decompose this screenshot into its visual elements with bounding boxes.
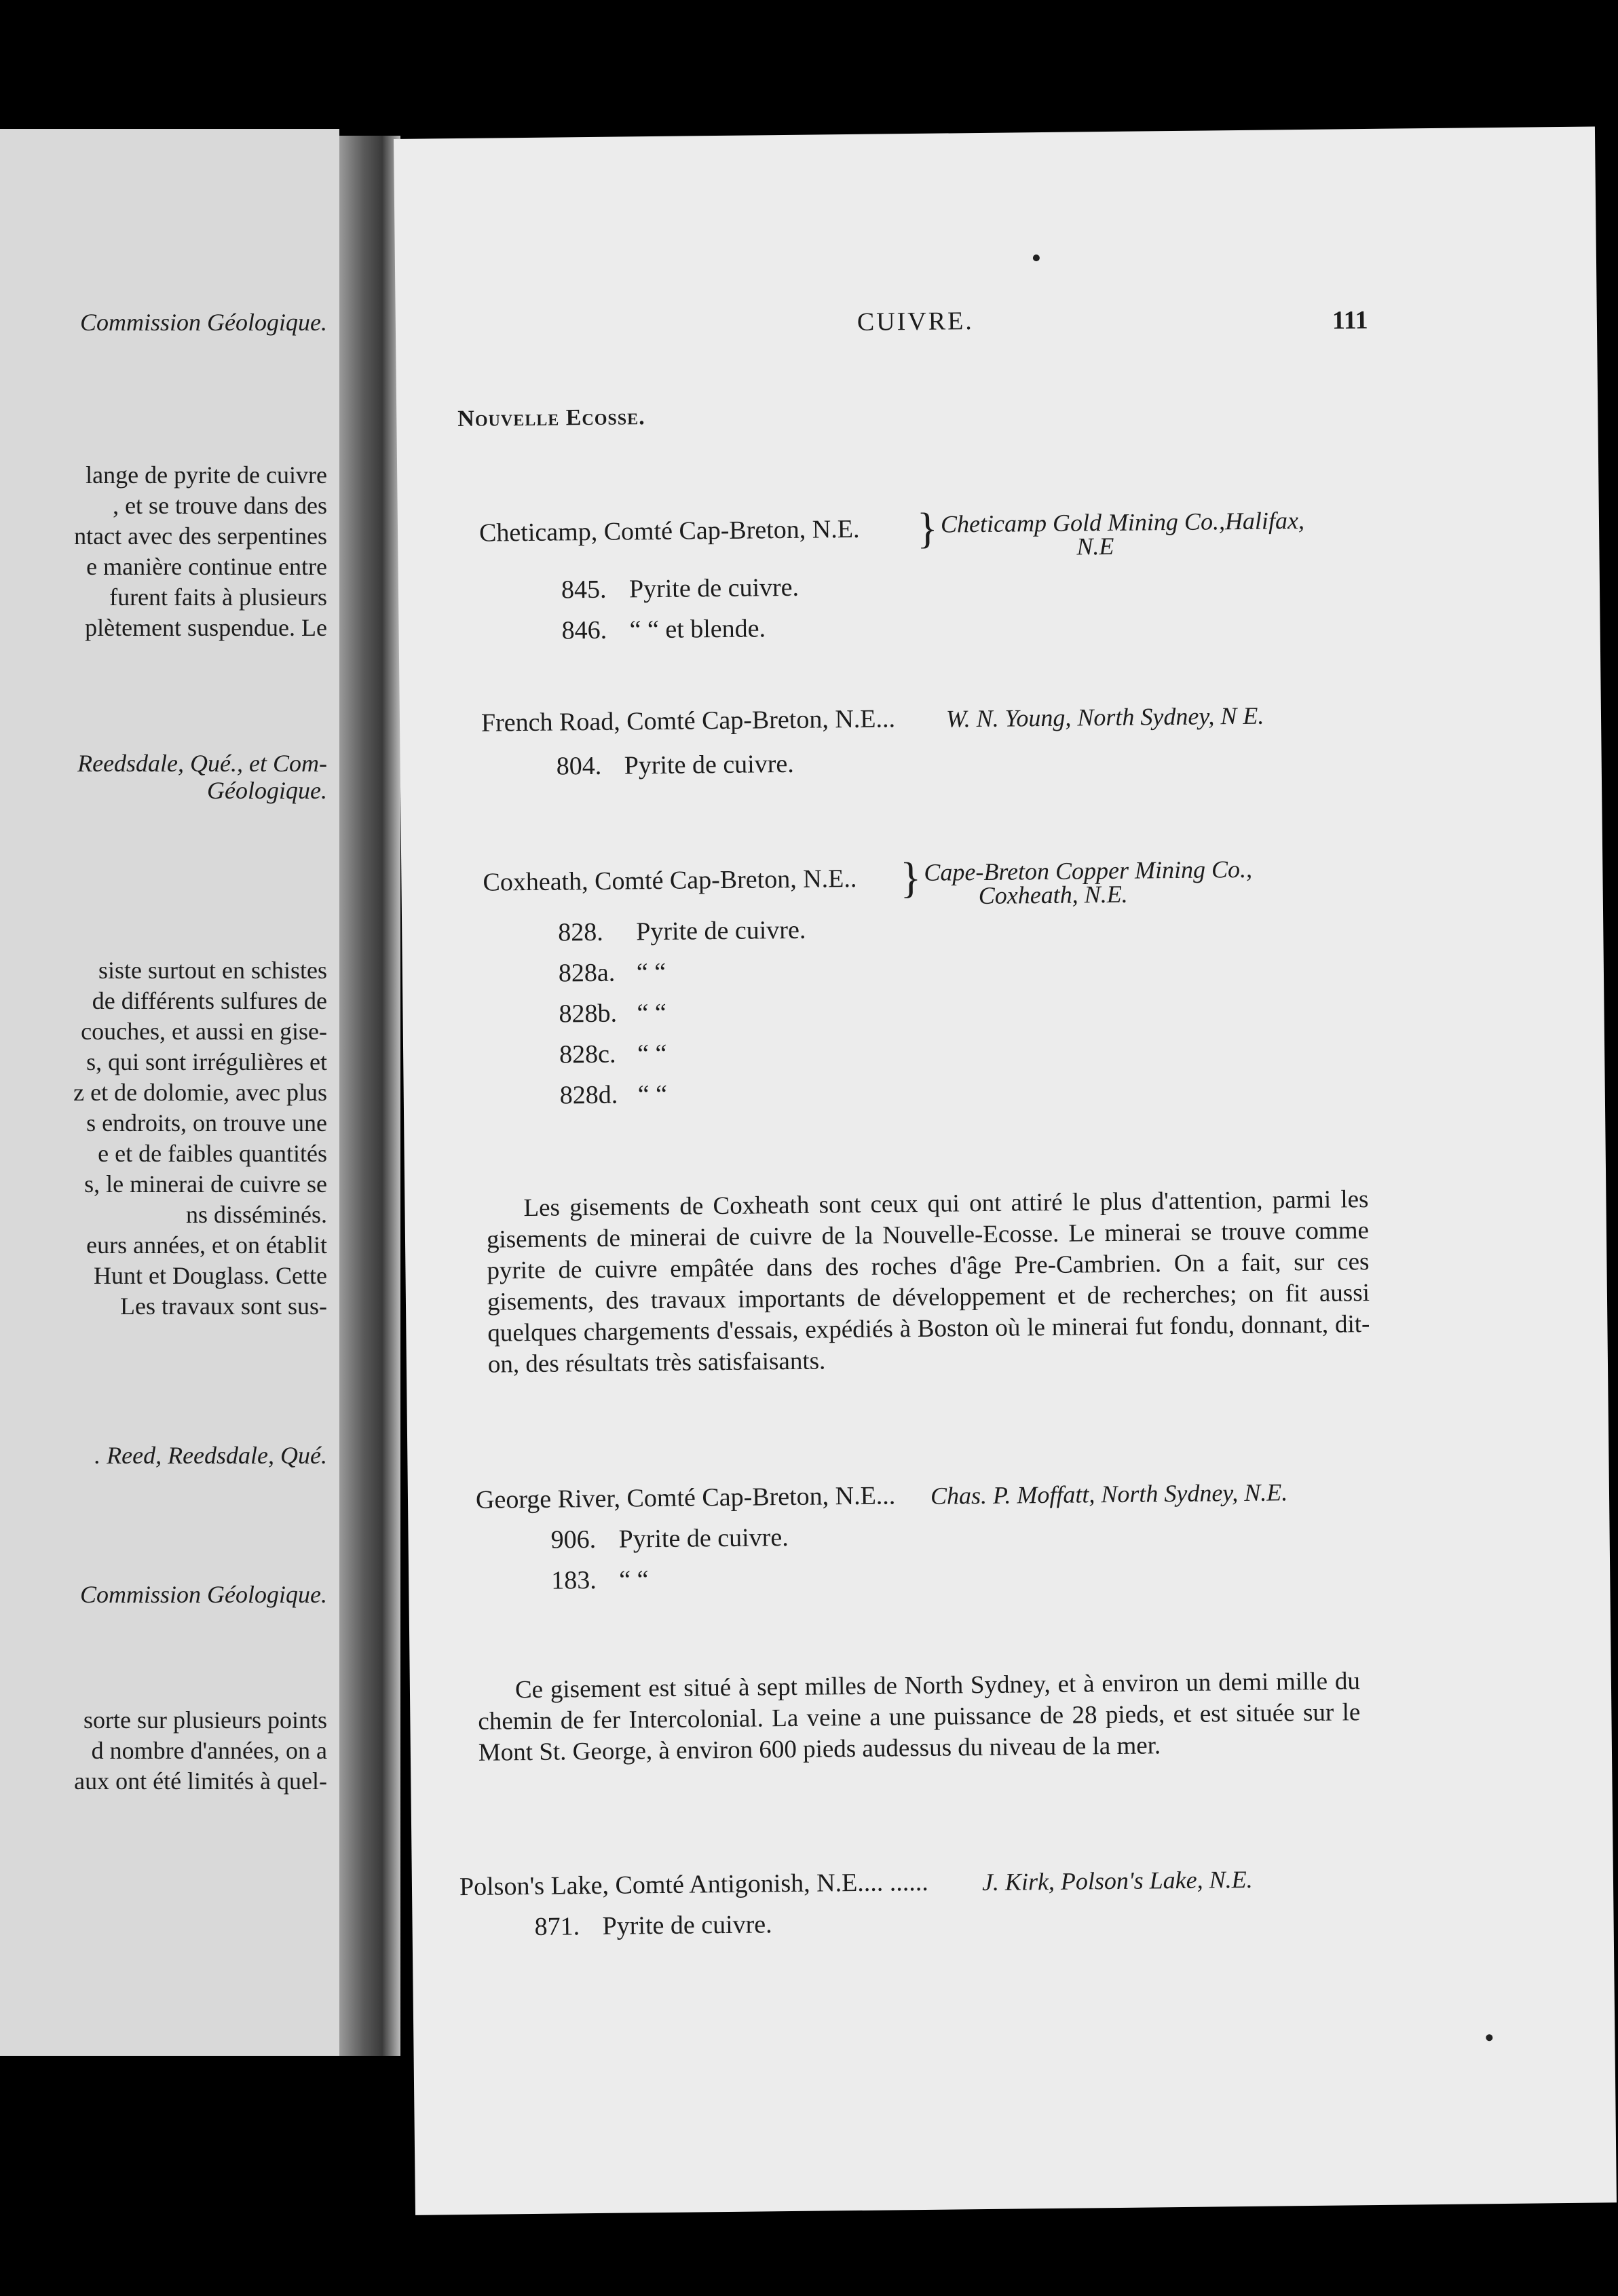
left-page-line: e manière continue entre	[86, 553, 327, 580]
entry-location: Coxheath, Comté Cap-Breton, N.E..	[483, 864, 857, 897]
left-page-line: lange de pyrite de cuivre	[86, 461, 327, 489]
entry-location: Cheticamp, Comté Cap-Breton, N.E.	[478, 514, 860, 548]
item-text: Pyrite de cuivre.	[624, 749, 794, 780]
entry-source: W. N. Young, North Sydney, N E.	[945, 702, 1264, 733]
entry-location: Polson's Lake, Comté Antigonish, N.E.... ......	[459, 1867, 929, 1902]
coxheath-paragraph: Les gisements de Coxheath sont ceux qui ont attiré le plus d'attention, parmi les gisements de minerai de cuivre de la Nouvelle-Ecosse. Le minerai se trouve comme pyrite de cuivre empâtée dans des roches d'âge Pre-Cambrien. On a fait, sur ces gisements, des travaux importants de développement et de recherches; on fit aussi quelques chargements d'essais, expédiés à Boston où le minerai fut fondu, donnant, dit-on, des résultats très satisfaisants.	[486, 1185, 1370, 1379]
entry-source: Chas. P. Moffatt, North Sydney, N.E.	[930, 1478, 1288, 1510]
entry-source-line2: N.E	[1076, 532, 1114, 560]
item-text: “ “	[637, 998, 666, 1028]
item-text: “ “	[636, 957, 666, 987]
entry-source: Cheticamp Gold Mining Co.,Halifax,	[940, 506, 1305, 538]
item-number: 828.	[558, 917, 603, 947]
section-title: Nouvelle Ecosse.	[457, 404, 645, 432]
item-text: “ “	[637, 1039, 667, 1069]
item-number: 828a.	[558, 958, 616, 988]
item-number: 183.	[551, 1565, 597, 1595]
left-page-line: eurs années, et on établit	[86, 1231, 327, 1259]
left-page-line: . Reed, Reedsdale, Qué.	[94, 1442, 327, 1469]
speck	[1486, 2034, 1492, 2041]
left-page-line: sorte sur plusieurs points	[83, 1706, 327, 1734]
entry-source-line2: Coxheath, N.E.	[978, 880, 1128, 910]
left-page-line: Commission Géologique.	[80, 309, 327, 336]
left-page-line: plètement suspendue. Le	[85, 614, 327, 641]
left-facing-page	[0, 129, 339, 2056]
page-number: 111	[1332, 305, 1368, 335]
left-page-line: s endroits, on trouve une	[86, 1109, 327, 1136]
item-number: 871.	[534, 1912, 580, 1941]
left-page-line: furent faits à plusieurs	[109, 583, 327, 611]
entry-location: French Road, Comté Cap-Breton, N.E...	[481, 704, 896, 738]
item-text: Pyrite de cuivre.	[618, 1523, 789, 1554]
item-text: Pyrite de cuivre.	[628, 573, 799, 604]
item-text: “ “	[637, 1079, 668, 1109]
item-text: “ “	[619, 1565, 649, 1594]
entry-source: Cape-Breton Copper Mining Co.,	[924, 855, 1253, 886]
left-page-line: e et de faibles quantités	[98, 1140, 327, 1167]
item-number: 828b.	[559, 999, 618, 1029]
left-page-line: Hunt et Douglass. Cette	[94, 1262, 327, 1289]
entry-location: George River, Comté Cap-Breton, N.E...	[475, 1481, 896, 1514]
item-number: 828d.	[559, 1080, 618, 1110]
right-page	[394, 126, 1617, 2215]
entry-source: J. Kirk, Polson's Lake, N.E.	[981, 1865, 1253, 1896]
left-page-line: Les travaux sont sus-	[120, 1293, 327, 1320]
left-page-line: Reedsdale, Qué., et Com-	[77, 750, 327, 777]
item-text: “ “ et blende.	[629, 614, 766, 645]
left-page-line: z et de dolomie, avec plus	[73, 1079, 327, 1106]
item-number: 828c.	[559, 1039, 616, 1069]
item-number: 804.	[556, 751, 602, 781]
left-page-line: Commission Géologique.	[80, 1581, 327, 1608]
left-page-line: Géologique.	[207, 777, 327, 804]
george-river-paragraph: Ce gisement est situé à sept milles de North Sydney, et à environ un demi mille du chemin de fer Intercolonial. La veine a une puissance de 28 pieds, et est située sur le Mont St. George, à environ 600 pieds audessus du niveau de la mer.	[478, 1667, 1361, 1767]
item-number: 845.	[561, 575, 607, 605]
left-page-line: aux ont été limités à quel-	[74, 1767, 327, 1795]
left-page-line: ns disséminés.	[185, 1201, 327, 1228]
left-page-line: s, le minerai de cuivre se	[84, 1170, 327, 1198]
brace: }	[916, 503, 939, 552]
left-page-line: , et se trouve dans des	[113, 492, 327, 519]
book-gutter	[339, 136, 400, 2056]
running-header: CUIVRE.	[857, 307, 975, 337]
left-page-line: siste surtout en schistes	[98, 957, 327, 984]
left-page-line: de différents sulfures de	[92, 987, 327, 1014]
item-text: Pyrite de cuivre.	[636, 915, 806, 946]
item-text: Pyrite de cuivre.	[602, 1910, 772, 1940]
speck	[1033, 254, 1040, 261]
left-page-line: s, qui sont irrégulières et	[86, 1048, 327, 1075]
brace: }	[900, 853, 922, 902]
item-number: 846.	[561, 615, 607, 645]
item-number: 906.	[550, 1525, 597, 1554]
left-page-line: ntact avec des serpentines	[74, 522, 327, 550]
left-page-line: d nombre d'années, on a	[91, 1737, 327, 1764]
left-page-line: couches, et aussi en gise-	[81, 1018, 327, 1045]
